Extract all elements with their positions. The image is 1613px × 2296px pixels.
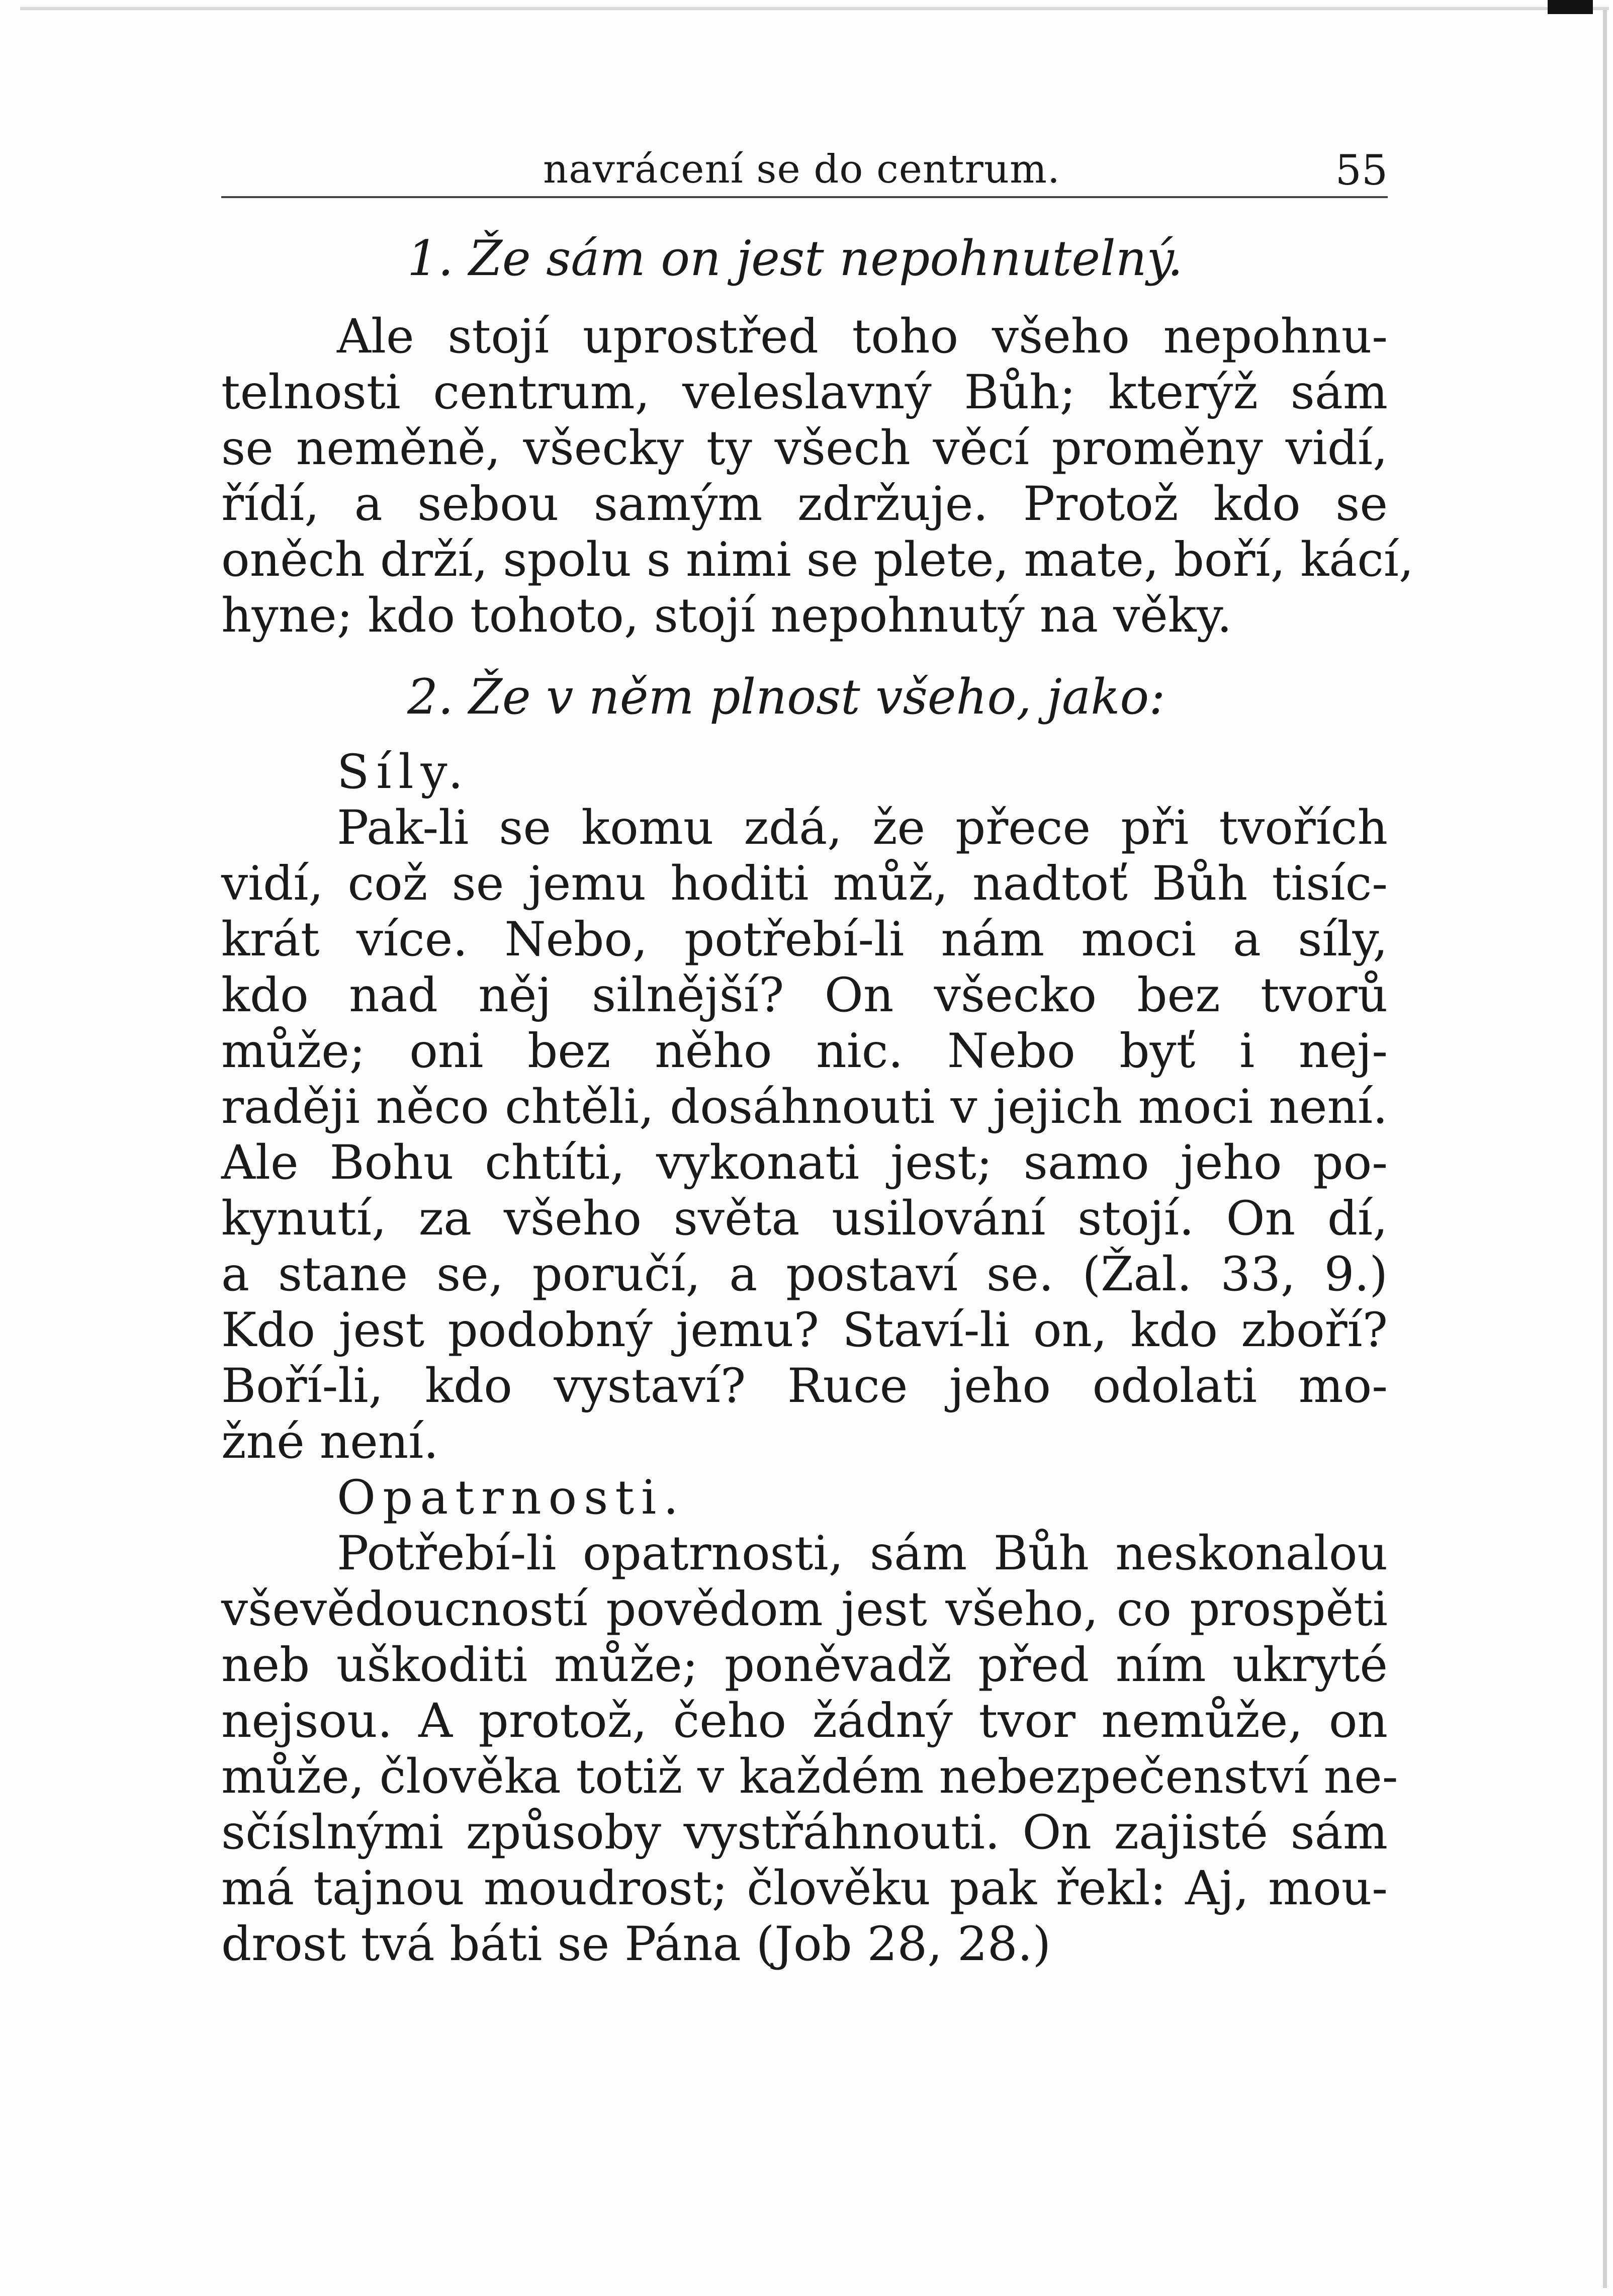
paragraph-line: drost tvá báti se Pána (Job 28, 28.): [221, 1917, 1051, 1972]
paragraph-line: vševědoucností povědom jest všeho, co prospěti: [221, 1582, 1388, 1637]
sily-paragraph: [221, 800, 1388, 1470]
paragraph-line: Kdo jest podobný jemu? Staví-li on, kdo zboří?: [221, 1303, 1388, 1358]
paragraph-line: Pak-li se komu zdá, že přece při tvořích: [337, 801, 1388, 855]
paragraph-line: kdo nad něj silnější? On všecko bez tvorů: [221, 968, 1388, 1023]
paragraph-line: telnosti centrum, veleslavný Bůh; kterýž sám: [221, 365, 1388, 420]
paragraph-line: raději něco chtěli, dosáhnouti v jejich moci není.: [221, 1080, 1388, 1134]
paragraph-line: žné není.: [221, 1415, 439, 1469]
paragraph-line: hyne; kdo tohoto, stojí nepohnutý na věky.: [221, 588, 1232, 643]
paragraph-line: kynutí, za všeho světa usilování stojí. On dí,: [221, 1191, 1388, 1246]
paragraph-line: krát více. Nebo, potřebí-li nám moci a síly,: [221, 912, 1388, 967]
paragraph-line: oněch drží, spolu s nimi se plete, mate, boří, kácí,: [221, 533, 1414, 587]
scan-edge-top: [20, 7, 1609, 10]
running-title: navrácení se do centrum.: [543, 147, 1060, 192]
paragraph-line: může, člověka totiž v každém nebezpečenství ne-: [221, 1749, 1398, 1804]
subhead-opatrnosti: Opatrnosti.: [337, 1470, 686, 1525]
paragraph-line: řídí, a sebou samým zdržuje. Protož kdo se: [221, 477, 1388, 532]
paragraph-line: a stane se, poručí, a postaví se. (Žal. 33, 9.): [221, 1247, 1388, 1302]
page-number: 55: [1335, 147, 1388, 195]
paragraph-line: neb uškoditi může; poněvadž před ním ukryté: [221, 1638, 1388, 1693]
text-block: [221, 136, 1414, 1972]
section-1-paragraph: [221, 309, 1414, 644]
paragraph-line: vidí, což se jemu hoditi můž, nadtoť Bůh tisíc-: [221, 856, 1388, 911]
paragraph-line: Ale stojí uprostřed toho všeho nepohnu-: [337, 309, 1388, 364]
scan-edge-right: [1603, 10, 1607, 2288]
paragraph-line: sčíslnými způsoby vystřáhnouti. On zajisté sám: [221, 1805, 1388, 1860]
paragraph-line: může; oni bez něho nic. Nebo byť i nej-: [221, 1024, 1388, 1079]
opatrnosti-paragraph: [221, 1526, 1398, 1972]
paragraph-line: Potřebí-li opatrnosti, sám Bůh neskonalou: [337, 1526, 1388, 1581]
scan-corner-mark: [1548, 0, 1593, 14]
running-head: [221, 136, 1388, 198]
section-2-heading: 2. Že v něm plnost všeho, jako:: [407, 669, 1166, 725]
paragraph-line: Boří-li, kdo vystaví? Ruce jeho odolati mo-: [221, 1359, 1388, 1414]
paragraph-line: nejsou. A protož, čeho žádný tvor nemůže, on: [221, 1694, 1388, 1748]
paragraph-line: má tajnou moudrost; člověku pak řekl: Aj, mou-: [221, 1861, 1388, 1916]
subhead-sily: Síly.: [337, 745, 471, 800]
paragraph-line: Ale Bohu chtíti, vykonati jest; samo jeho po-: [221, 1135, 1388, 1190]
section-1-heading: 1. Že sám on jest nepohnutelný.: [407, 230, 1183, 287]
paragraph-line: se neměně, všecky ty všech věcí proměny vidí,: [221, 421, 1388, 476]
